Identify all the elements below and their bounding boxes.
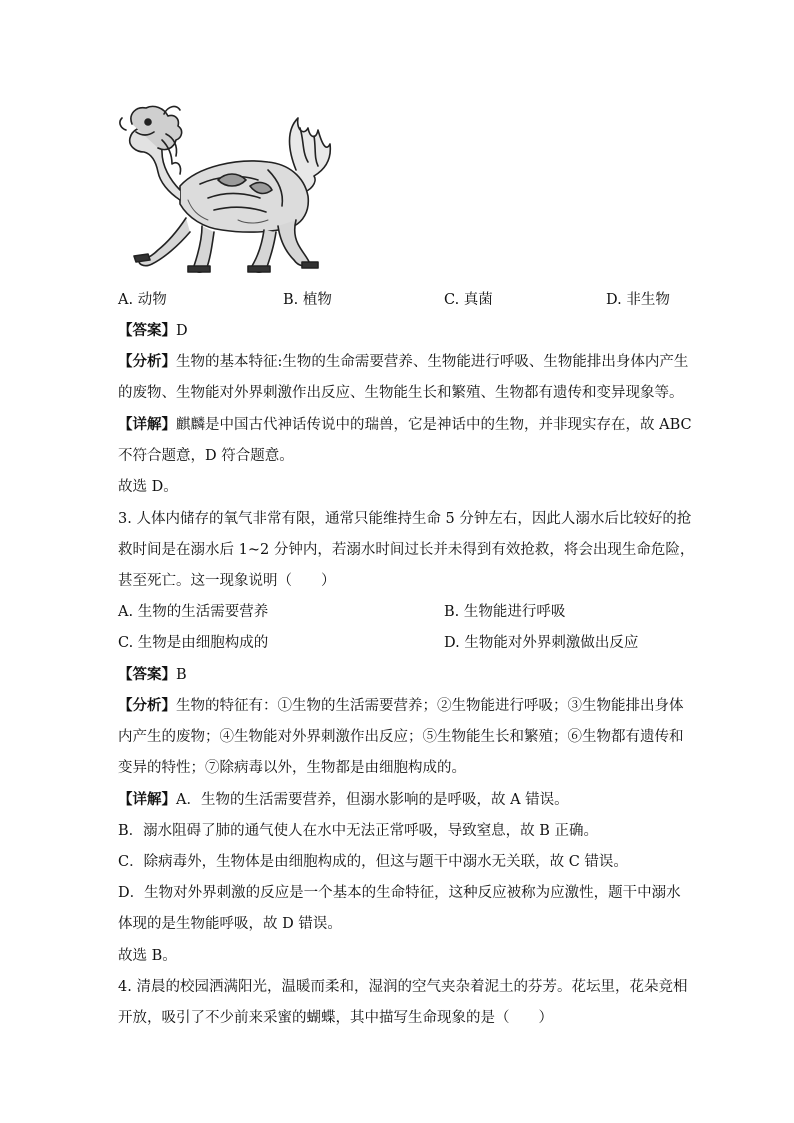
q3-detail-line-5: 体现的是生物能呼吸，故 D 错误。: [118, 916, 342, 932]
qilin-illustration: [118, 100, 354, 276]
q2-option-b: B. 植物: [283, 292, 332, 308]
analysis-tag: 【分析】: [118, 698, 176, 714]
analysis-tag: 【分析】: [118, 354, 176, 370]
answer-tag: 【答案】: [118, 667, 176, 683]
answer-tag: 【答案】: [118, 323, 176, 339]
q3-analysis-line-3: 变异的特性；⑦除病毒以外，生物都是由细胞构成的。: [118, 760, 466, 776]
q3-option-a: A. 生物的生活需要营养: [118, 604, 269, 620]
q2-detail-line-2: 不符合题意，D 符合题意。: [118, 448, 294, 464]
answer-value: B: [176, 667, 187, 683]
analysis-text: 生物的基本特征:生物的生命需要营养、生物能进行呼吸、生物能排出身体内产生: [176, 354, 689, 370]
q2-option-a: A. 动物: [118, 292, 167, 308]
detail-text: 麒麟是中国古代神话传说中的瑞兽，它是神话中的生物，并非现实存在，故 ABC: [176, 417, 692, 433]
q3-option-c: C. 生物是由细胞构成的: [118, 635, 269, 651]
q3-option-b: B. 生物能进行呼吸: [444, 604, 566, 620]
q2-option-d: D. 非生物: [606, 292, 670, 308]
detail-tag: 【详解】: [118, 792, 176, 808]
q3-detail-line-4: D．生物对外界刺激的反应是一个基本的生命特征，这种反应被称为应激性，题干中溺水: [118, 885, 681, 901]
q2-option-c: C. 真菌: [444, 292, 493, 308]
q2-analysis-line-1: [118, 352, 689, 372]
q2-detail-line-1: [118, 415, 692, 435]
q2-answer: [118, 321, 678, 341]
q3-conclusion: 故选 B。: [118, 948, 177, 964]
q3-analysis-line-2: 内产生的废物；④生物能对外界刺激作出反应；⑤生物能生长和繁殖；⑥生物都有遗传和: [118, 729, 684, 745]
q4-stem-line-2: 开放，吸引了不少前来采蜜的蝴蝶，其中描写生命现象的是（ ）: [118, 1010, 553, 1026]
q3-detail-line-1: [118, 790, 678, 810]
q3-stem-line-2: 救时间是在溺水后 1~2 分钟内，若溺水时间过长并未得到有效抢救，将会出现生命危险，: [118, 542, 695, 558]
q3-answer: [118, 665, 678, 685]
q3-detail-line-2: B．溺水阻碍了肺的通气使人在水中无法正常呼吸，导致窒息，故 B 正确。: [118, 823, 599, 839]
q4-stem-line-1: 4. 清晨的校园洒满阳光，温暖而柔和，湿润的空气夹杂着泥土的芬芳。花坛里，花朵竞相: [118, 979, 688, 995]
q2-conclusion: 故选 D。: [118, 479, 178, 495]
detail-text: A．生物的生活需要营养，但溺水影响的是呼吸，故 A 错误。: [176, 792, 569, 808]
q3-option-d: D. 生物能对外界刺激做出反应: [444, 635, 639, 651]
q3-stem-line-1: 3. 人体内储存的氧气非常有限，通常只能维持生命 5 分钟左右，因此人溺水后比较好的抢: [118, 511, 692, 527]
q3-analysis-line-1: [118, 696, 684, 716]
analysis-text: 生物的特征有：①生物的生活需要营养；②生物能进行呼吸；③生物能排出身体: [176, 698, 684, 714]
detail-tag: 【详解】: [118, 417, 176, 433]
q2-analysis-line-2: 的废物、生物能对外界刺激作出反应、生物能生长和繁殖、生物都有遗传和变异现象等。: [118, 385, 684, 401]
answer-value: D: [176, 323, 188, 339]
q3-stem-line-3: 甚至死亡。这一现象说明（ ）: [118, 573, 336, 589]
q3-detail-line-3: C．除病毒外，生物体是由细胞构成的，但这与题干中溺水无关联，故 C 错误。: [118, 854, 628, 870]
